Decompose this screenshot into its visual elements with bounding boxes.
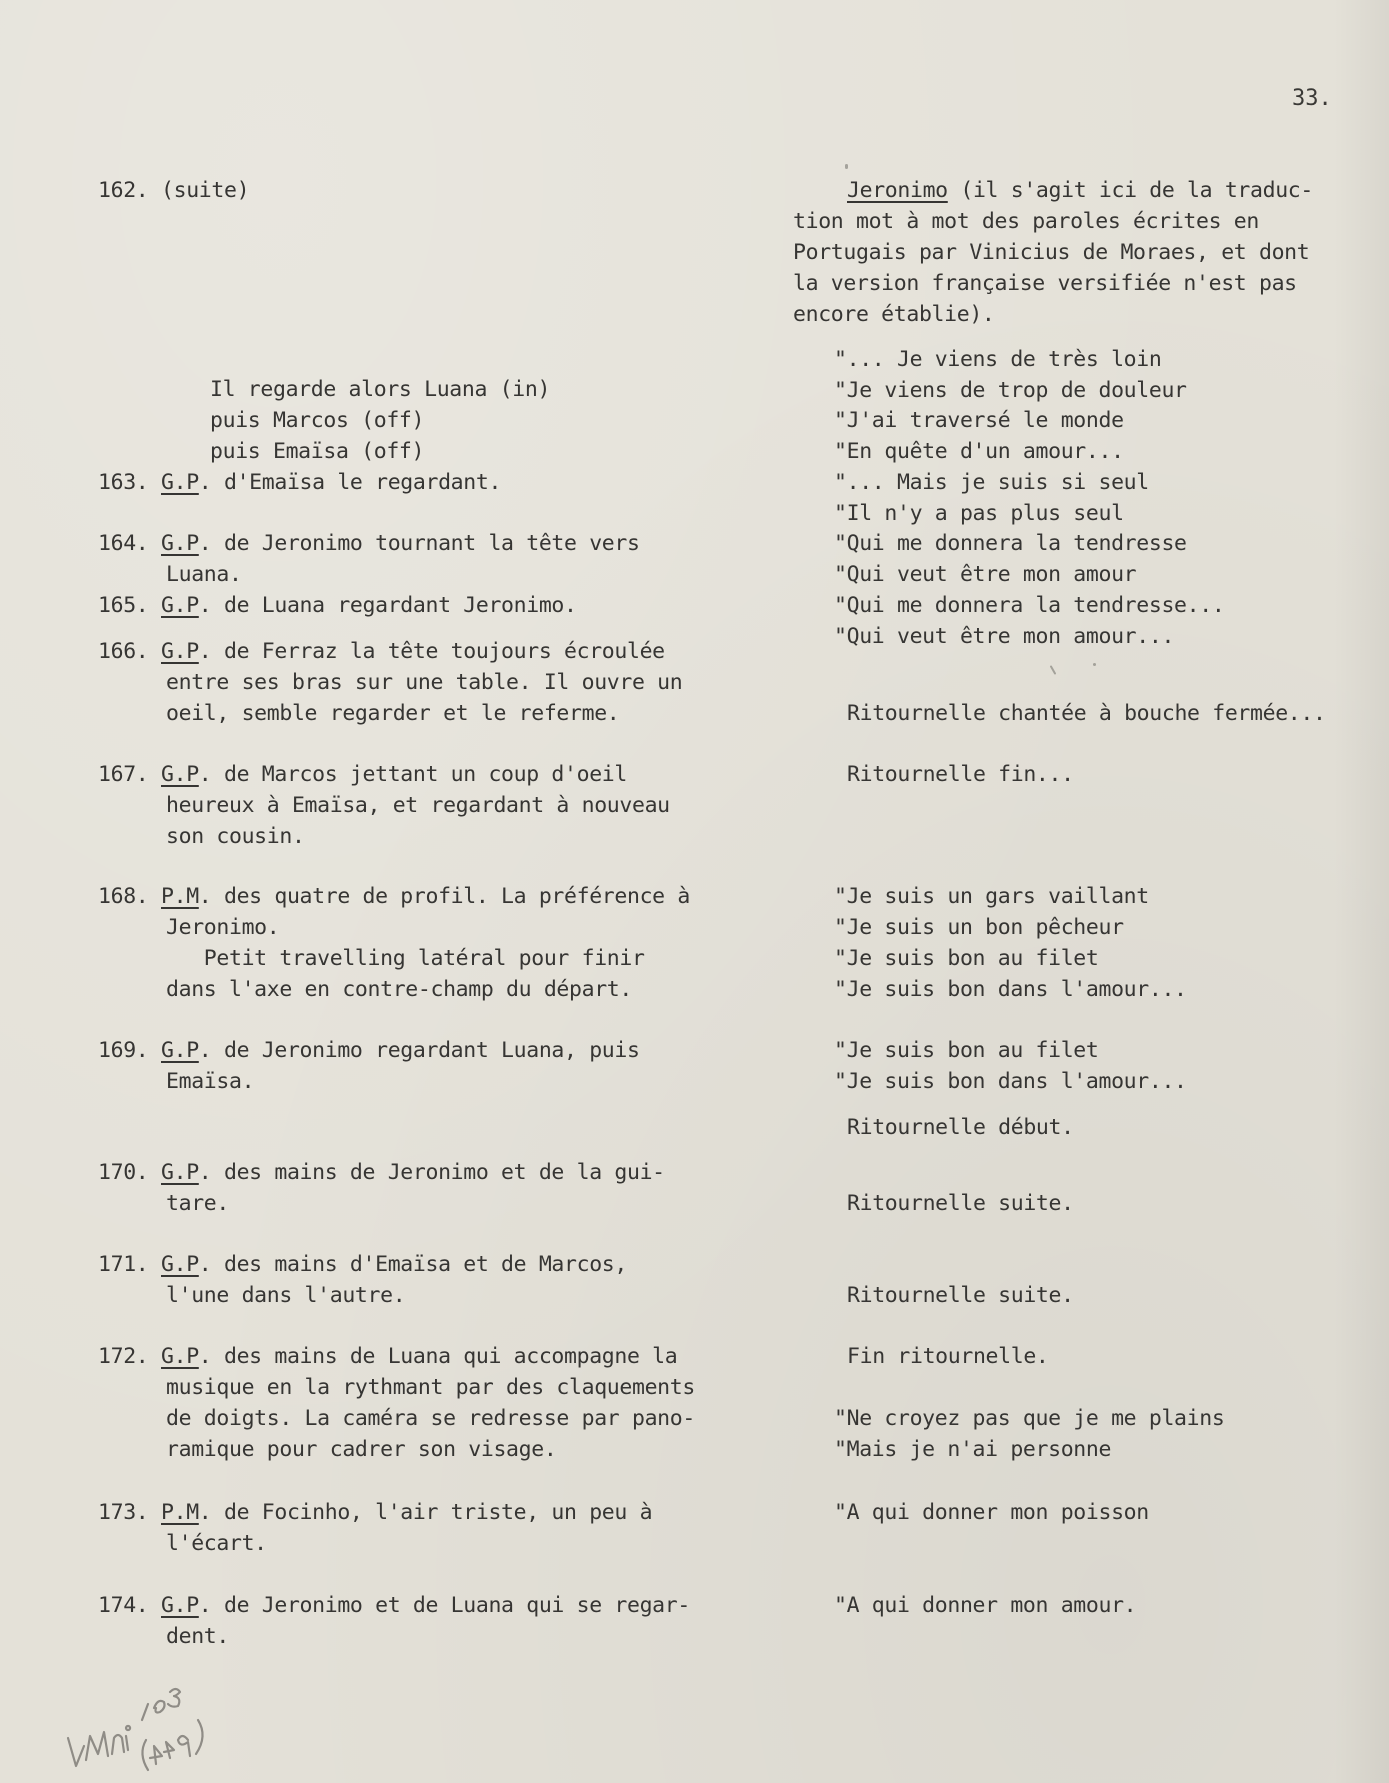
intro-line-2: tion mot à mot des paroles écrites en: [793, 209, 1259, 234]
intro-line-4: la version française versifiée n'est pas: [793, 271, 1297, 296]
shot-173: 173. P.M. de Focinho, l'air triste, un peu à: [98, 1500, 653, 1525]
shot-169: 169. G.P. de Jeronimo regardant Luana, puis: [98, 1038, 640, 1063]
lyric-line: "Je suis un bon pêcheur: [834, 915, 1124, 940]
lyric-line: "... Mais je suis si seul: [834, 470, 1149, 495]
shot-164-line: Luana.: [166, 562, 242, 587]
shot-169-line: Emaïsa.: [166, 1069, 255, 1094]
lyric-line: "Je suis bon dans l'amour...: [834, 1069, 1187, 1094]
shot-type: G.P: [161, 1252, 199, 1277]
lyric-line: "Je viens de trop de douleur: [834, 378, 1187, 403]
shot-type: G.P: [161, 762, 199, 787]
shot-number: 168.: [98, 884, 149, 909]
lyric-line: "Je suis un gars vaillant: [834, 884, 1149, 909]
pencil-mark-icon: [62, 1668, 262, 1778]
lyric-line: "Je suis bon dans l'amour...: [834, 977, 1187, 1002]
shot-166-line: entre ses bras sur une table. Il ouvre un: [166, 670, 683, 695]
handwritten-annotation: [62, 1668, 262, 1778]
lyric-line: "... Je viens de très loin: [834, 347, 1162, 372]
shot-number: 171.: [98, 1252, 149, 1277]
shot-172-line: de doigts. La caméra se redresse par pano-: [166, 1406, 695, 1431]
shot-number: 165.: [98, 593, 149, 618]
ink-speck: [1050, 665, 1057, 675]
lyric-line: "Je suis bon au filet: [834, 946, 1099, 971]
shot-type: G.P: [161, 1593, 199, 1618]
shot-170-line: tare.: [166, 1191, 229, 1216]
shot-number: 163.: [98, 470, 149, 495]
stage-direction: Ritournelle suite.: [847, 1191, 1074, 1216]
shot-number: 172.: [98, 1344, 149, 1369]
shot-166: 166. G.P. de Ferraz la tête toujours écroulée: [98, 639, 665, 664]
stage-direction: Ritournelle fin...: [847, 762, 1074, 787]
shot-number: 174.: [98, 1593, 149, 1618]
stage-direction: Ritournelle suite.: [847, 1283, 1074, 1308]
shot-162-line: puis Emaïsa (off): [210, 439, 425, 464]
lyric-line: "Qui veut être mon amour: [834, 562, 1137, 587]
shot-162-line: Il regarde alors Luana (in): [210, 377, 551, 402]
shot-type: G.P: [161, 639, 199, 664]
stage-direction: Ritournelle chantée à bouche fermée...: [847, 701, 1326, 726]
shot-type: G.P: [161, 1038, 199, 1063]
shot-type: P.M: [161, 884, 199, 909]
stage-direction: Ritournelle début.: [847, 1115, 1074, 1140]
shot-162-heading: 162. (suite): [98, 178, 250, 203]
shot-number: 170.: [98, 1160, 149, 1185]
shot-174: 174. G.P. de Jeronimo et de Luana qui se regar-: [98, 1593, 690, 1618]
page-number: 33.: [1292, 86, 1332, 111]
shot-172-line: musique en la rythmant par des claquements: [166, 1375, 695, 1400]
lyric-line: "Ne croyez pas que je me plains: [834, 1406, 1225, 1431]
lyric-line: "Qui veut être mon amour...: [834, 624, 1175, 649]
lyric-line: "En quête d'un amour...: [834, 439, 1124, 464]
shot-number: 162.: [98, 178, 149, 203]
shot-number: 169.: [98, 1038, 149, 1063]
shot-172: 172. G.P. des mains de Luana qui accompagne la: [98, 1344, 678, 1369]
shot-173-line: l'écart.: [166, 1531, 267, 1556]
lyric-line: "J'ai traversé le monde: [834, 408, 1124, 433]
shot-type: G.P: [161, 1160, 199, 1185]
intro-line-5: encore établie).: [793, 302, 995, 327]
lyric-line: "A qui donner mon poisson: [834, 1500, 1149, 1525]
speaker-name: Jeronimo: [847, 178, 948, 203]
ink-speck: [1093, 663, 1096, 666]
shot-162-line: puis Marcos (off): [210, 408, 425, 433]
lyric-line: "A qui donner mon amour.: [834, 1593, 1137, 1618]
lyric-line: "Mais je n'ai personne: [834, 1437, 1112, 1462]
shot-166-line: oeil, semble regarder et le referme.: [166, 701, 620, 726]
shot-174-line: dent.: [166, 1624, 229, 1649]
shot-type: G.P: [161, 470, 199, 495]
shot-171: 171. G.P. des mains d'Emaïsa et de Marcos,: [98, 1252, 627, 1277]
shot-164: 164. G.P. de Jeronimo tournant la tête vers: [98, 531, 640, 556]
intro-line-3: Portugais par Vinicius de Moraes, et dont: [793, 240, 1310, 265]
intro-line-1: Jeronimo (il s'agit ici de la traduc-: [847, 178, 1313, 203]
shot-167-line: son cousin.: [166, 824, 305, 849]
shot-168-line: Petit travelling latéral pour finir: [166, 946, 645, 971]
shot-type: G.P: [161, 593, 199, 618]
shot-167-line: heureux à Emaïsa, et regardant à nouveau: [166, 793, 670, 818]
shot-number: 167.: [98, 762, 149, 787]
stage-direction: Fin ritournelle.: [847, 1344, 1049, 1369]
shot-167: 167. G.P. de Marcos jettant un coup d'oeil: [98, 762, 627, 787]
shot-168-line: Jeronimo.: [166, 915, 280, 940]
shot-type: P.M: [161, 1500, 199, 1525]
shot-163: 163. G.P. d'Emaïsa le regardant.: [98, 470, 502, 495]
shot-number: 166.: [98, 639, 149, 664]
shot-168-line: dans l'axe en contre-champ du départ.: [166, 977, 632, 1002]
shot-168: 168. P.M. des quatre de profil. La préférence à: [98, 884, 690, 909]
shot-165: 165. G.P. de Luana regardant Jeronimo.: [98, 593, 577, 618]
shot-number: 173.: [98, 1500, 149, 1525]
lyric-line: "Qui me donnera la tendresse...: [834, 593, 1225, 618]
shot-170: 170. G.P. des mains de Jeronimo et de la gui-: [98, 1160, 665, 1185]
shot-type: G.P: [161, 531, 199, 556]
lyric-line: "Qui me donnera la tendresse: [834, 531, 1187, 556]
shot-172-line: ramique pour cadrer son visage.: [166, 1437, 557, 1462]
shot-171-line: l'une dans l'autre.: [166, 1283, 406, 1308]
lyric-line: "Il n'y a pas plus seul: [834, 501, 1124, 526]
shot-type: G.P: [161, 1344, 199, 1369]
shot-number: 164.: [98, 531, 149, 556]
ink-speck: [845, 164, 848, 169]
lyric-line: "Je suis bon au filet: [834, 1038, 1099, 1063]
